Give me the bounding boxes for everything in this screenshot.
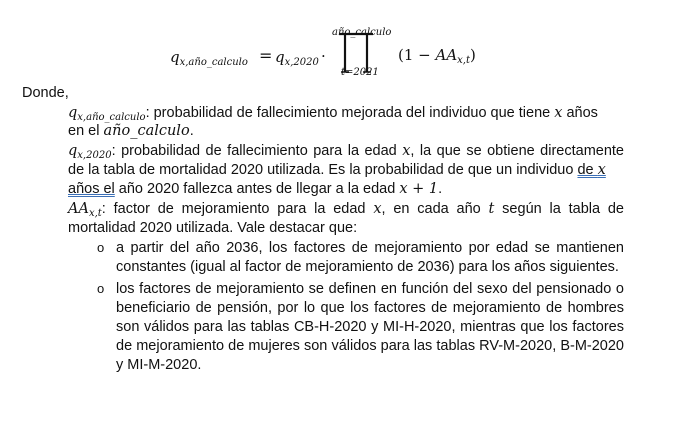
bullet-marker: o	[97, 240, 105, 255]
def1-symbol: $q_{x,año\_calculo}$	[68, 105, 146, 123]
donde-label: Donde,	[22, 85, 69, 101]
formula-dot: ·	[321, 47, 326, 65]
spellcheck-underline: años el	[68, 181, 115, 197]
def3-symbol: $AA_{x,t}$	[68, 201, 102, 219]
bullet1-line2: constantes (igual al factor de mejoramiento de 2036) para los años siguientes.	[116, 259, 619, 275]
product-lower-limit: t=2021	[341, 67, 379, 78]
def2-line3: años el año 2020 fallezca antes de llegar a la edad x + 1.	[68, 181, 443, 197]
bullet2-line5: y MI-M-2020.	[116, 357, 202, 373]
formula-lhs: $q_{x,año\_calculo}$	[170, 48, 248, 68]
bullet-marker: o	[97, 281, 105, 296]
formula-rhs: $q_{x,2020}$	[275, 48, 319, 68]
formula-factor: $(1 - AA_{x,t})$	[398, 46, 476, 66]
def2-line1: $q_{x,2020}$: probabilidad de fallecimiento para la edad x, la que se obtiene directamente	[68, 143, 624, 161]
bullet1-line1: a partir del año 2036, los factores de mejoramiento por edad se mantienen	[116, 240, 624, 256]
bullet2-line2: beneficiario de pensión, por lo que los factores de mejoramiento de hombres	[116, 300, 624, 316]
bullet2-line1: los factores de mejoramiento se definen en función del sexo del pensionado o	[116, 281, 624, 297]
product-upper-limit: año_calculo	[332, 27, 392, 38]
def2-line2: de la tabla de mortalidad 2020 utilizada. Es la probabilidad de que un individuo de x	[68, 162, 606, 178]
bullet2-line4: de mejoramiento de mujeres son válidos para las tablas RV-M-2020, B-M-2020	[116, 338, 624, 354]
spellcheck-underline: de x	[577, 162, 606, 178]
def2-symbol: $q_{x,2020}$	[68, 143, 112, 161]
def1-line2: en el año_calculo.	[68, 123, 194, 139]
bullet2-line3: son válidos para las tablas CB-H-2020 y MI-H-2020, mientras que los factores	[116, 319, 624, 335]
def3-line1: $AA_{x,t}$: factor de mejoramiento para la edad x, en cada año t según la tabla de	[68, 201, 624, 219]
formula-equals: =	[259, 46, 273, 65]
def3-line2: mortalidad 2020 utilizada. Vale destacar que:	[68, 220, 358, 236]
mortality-formula	[0, 22, 695, 84]
def1-line1: $q_{x,año\_calculo}$: probabilidad de fallecimiento mejorada del individuo que tiene x años	[68, 105, 598, 123]
